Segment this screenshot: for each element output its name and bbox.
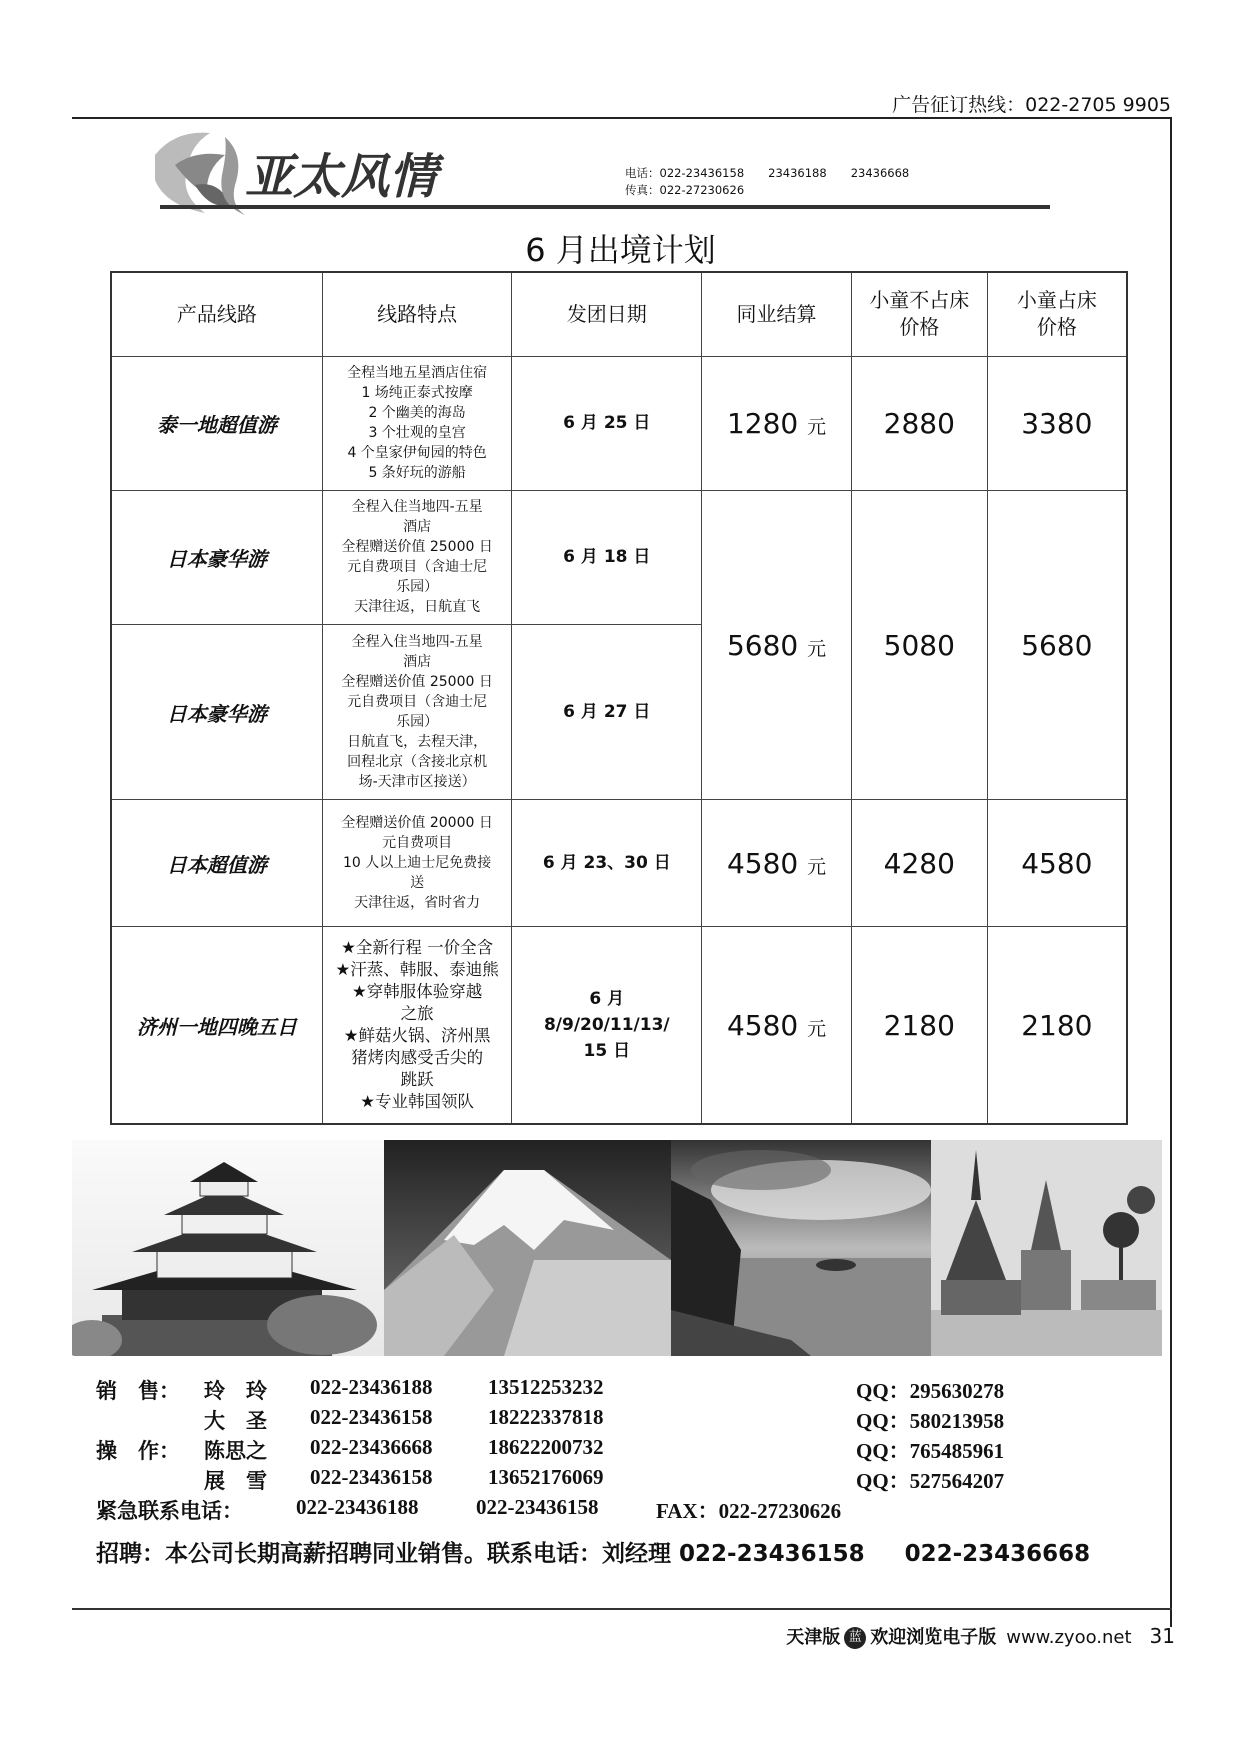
destination-photos — [72, 1140, 1162, 1356]
price-unit: 元 — [807, 637, 827, 660]
child-no-bed-price: 4280 — [851, 800, 987, 927]
route-name: 泰一地超值游 — [111, 356, 322, 490]
departure-date: 6 月 18 日 — [512, 490, 702, 624]
welcome-text: 欢迎浏览电子版 — [870, 1627, 997, 1648]
contact-name: 玲 玲 — [204, 1379, 267, 1403]
contact-mobile: 18222337818 — [488, 1405, 604, 1429]
departure-date: 6 月 27 日 — [512, 624, 702, 800]
header-date: 发团日期 — [512, 272, 702, 356]
route-features: 全程赠送价值 20000 日 元自费项目 10 人以上迪士尼免费接 送 天津往返，省时省力 — [322, 800, 512, 927]
route-name: 日本超值游 — [111, 800, 322, 927]
header-features: 线路特点 — [322, 272, 512, 356]
castle-photo — [72, 1140, 384, 1356]
route-features: ★全新行程 一价全含 ★汗蒸、韩服、泰迪熊 ★穿韩服体验穿越 之旅 ★鲜菇火锅、济州黑 猪烤肉感受舌尖的 跳跃 ★专业韩国领队 — [322, 927, 512, 1124]
plan-title: 6 月出境计划 — [525, 231, 716, 269]
brand-phone-2: 23436188 — [768, 166, 827, 180]
trade-price — [702, 356, 852, 490]
contact-role: 操 作： — [96, 1439, 180, 1463]
page-number: 31 — [1149, 1624, 1175, 1648]
contact-qq: QQ：527564207 — [856, 1469, 1005, 1493]
price-value: 4580 — [726, 1008, 799, 1042]
contact-qq: QQ：580213958 — [856, 1409, 1005, 1433]
brand-phone-1: 022-23436158 — [659, 166, 745, 180]
contact-mobile: 13652176069 — [488, 1465, 604, 1489]
table-row — [111, 927, 1127, 1124]
price-unit: 元 — [807, 855, 827, 878]
contact-row — [96, 1375, 1176, 1405]
route-name: 济州一地四晚五日 — [111, 927, 322, 1124]
contact-list — [96, 1375, 1176, 1525]
route-features: 全程入住当地四-五星 酒店 全程赠送价值 25000 日 元自费项目（含迪士尼 乐园） 日航直飞，去程天津， 回程北京（含接北京机 场-天津市区接送） — [322, 624, 512, 800]
contact-row — [96, 1435, 1176, 1465]
footer-divider — [72, 1608, 1172, 1610]
logo-underline — [160, 205, 1050, 209]
price-unit: 元 — [807, 415, 827, 438]
child-no-bed-price: 2180 — [851, 927, 987, 1124]
emergency-row — [96, 1495, 1176, 1525]
contact-qq: QQ：295630278 — [856, 1379, 1005, 1403]
trade-price — [702, 490, 852, 800]
brand-phone-line — [625, 165, 933, 182]
brand-contacts — [625, 165, 933, 199]
price-value: 5680 — [726, 628, 799, 662]
website-link[interactable]: www.zyoo.net — [1006, 1627, 1132, 1648]
edition-label: 天津版 — [786, 1627, 841, 1648]
child-bed-price: 5680 — [987, 490, 1127, 800]
brand-name: 亚太风情 — [245, 149, 438, 205]
emergency-phone-1: 022-23436188 — [296, 1495, 419, 1519]
departure-date: 6 月 23、30 日 — [512, 800, 702, 927]
brand-fax-line — [625, 182, 933, 199]
tour-plan-table — [110, 271, 1128, 1125]
child-no-bed-price: 2880 — [851, 356, 987, 490]
child-bed-price: 2180 — [987, 927, 1127, 1124]
table-row — [111, 356, 1127, 490]
contact-tel: 022-23436188 — [310, 1375, 433, 1399]
header-child-bed: 小童占床 价格 — [987, 272, 1127, 356]
recruitment-notice — [96, 1535, 1090, 1568]
contact-role: 销 售： — [96, 1379, 180, 1403]
child-bed-price: 4580 — [987, 800, 1127, 927]
trade-price — [702, 800, 852, 927]
contact-mobile: 18622200732 — [488, 1435, 604, 1459]
table-row — [111, 800, 1127, 927]
contact-row — [96, 1405, 1176, 1435]
fax-label: 传真： — [625, 183, 660, 197]
price-value: 1280 — [726, 406, 799, 440]
contact-row — [96, 1465, 1176, 1495]
recruit-phone-2: 022-23436668 — [904, 1541, 1091, 1567]
blue-badge-icon: 蓝 — [844, 1627, 866, 1649]
child-bed-price: 3380 — [987, 356, 1127, 490]
header-trade-price: 同业结算 — [702, 272, 852, 356]
contact-qq: QQ：765485961 — [856, 1439, 1005, 1463]
page-footer — [786, 1623, 1175, 1649]
route-features: 全程入住当地四-五星 酒店 全程赠送价值 25000 日 元自费项目（含迪士尼 乐园） 天津往返，日航直飞 — [322, 490, 512, 624]
route-name: 日本豪华游 — [111, 624, 322, 800]
contact-name: 展 雪 — [204, 1469, 267, 1493]
thai-palace-photo — [931, 1140, 1162, 1356]
departure-date: 6 月 8/9/20/11/13/ 15 日 — [512, 927, 702, 1124]
contact-tel: 022-23436158 — [310, 1405, 433, 1429]
child-no-bed-price: 5080 — [851, 490, 987, 800]
route-features: 全程当地五星酒店住宿 1 场纯正泰式按摩 2 个幽美的海岛 3 个壮观的皇宫 4 个皇家伊甸园的特色 5 条好玩的游船 — [322, 356, 512, 490]
brand-fax: 022-27230626 — [659, 183, 745, 197]
contact-name: 陈思之 — [204, 1439, 267, 1463]
fax-number: FAX：022-27230626 — [656, 1499, 842, 1523]
brand-phone-3: 23436668 — [850, 166, 910, 180]
beach-photo — [671, 1140, 931, 1356]
contact-mobile: 13512253232 — [488, 1375, 604, 1399]
contact-tel: 022-23436668 — [310, 1435, 433, 1459]
phone-label: 电话： — [625, 166, 660, 180]
mount-fuji-photo — [384, 1140, 671, 1356]
recruit-text: 招聘：本公司长期高薪招聘同业销售。联系电话：刘经理 022-23436158 — [96, 1541, 865, 1567]
contact-tel: 022-23436158 — [310, 1465, 433, 1489]
table-header-row — [111, 272, 1127, 356]
route-name: 日本豪华游 — [111, 490, 322, 624]
header-child-no-bed: 小童不占床 价格 — [851, 272, 987, 356]
ad-hotline: 广告征订热线：022-2705 9905 — [892, 94, 1171, 116]
contact-name: 大 圣 — [204, 1409, 267, 1433]
departure-date: 6 月 25 日 — [512, 356, 702, 490]
trade-price — [702, 927, 852, 1124]
price-value: 4580 — [726, 846, 799, 880]
emergency-label: 紧急联系电话： — [96, 1499, 243, 1523]
table-row — [111, 490, 1127, 624]
header-route: 产品线路 — [111, 272, 322, 356]
emergency-phone-2: 022-23436158 — [476, 1495, 599, 1519]
price-unit: 元 — [807, 1017, 827, 1040]
